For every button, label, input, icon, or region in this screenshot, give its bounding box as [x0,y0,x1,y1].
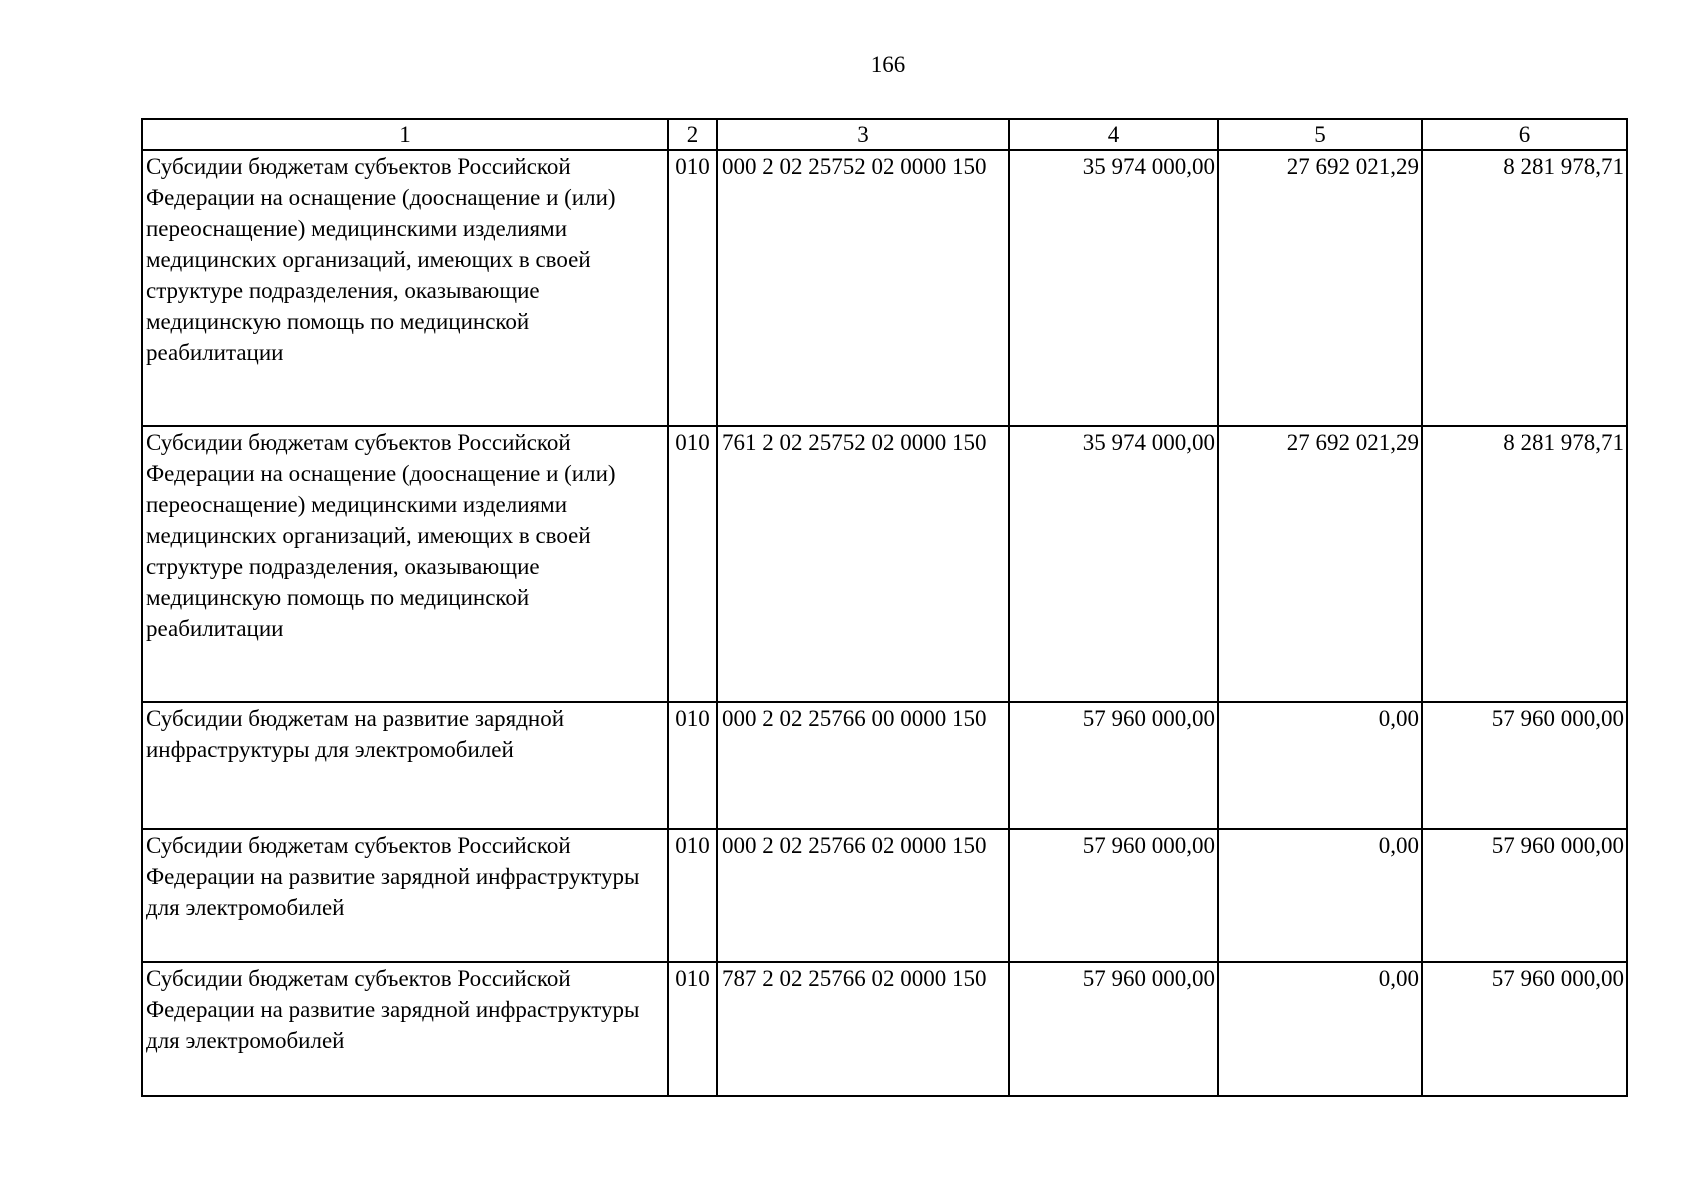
table-row [142,426,1627,702]
row-unexecuted-amount: 57 960 000,00 [1422,829,1627,962]
page-number: 166 [870,52,906,77]
row-executed-amount: 27 692 021,29 [1218,426,1422,702]
row-budget-classification-code: 000 2 02 25766 00 0000 150 [717,702,1009,829]
column-header-4: 4 [1009,119,1218,150]
row-budget-classification-code: 761 2 02 25752 02 0000 150 [717,426,1009,702]
row-name: Субсидии бюджетам субъектов Российской Федерации на развитие зарядной инфраструктуры для электромобилей [142,829,668,962]
row-name: Субсидии бюджетам на развитие зарядной инфраструктуры для электромобилей [142,702,668,829]
row-executed-amount: 27 692 021,29 [1218,150,1422,426]
row-approved-amount: 35 974 000,00 [1009,426,1218,702]
table-row [142,150,1627,426]
row-unexecuted-amount: 8 281 978,71 [1422,426,1627,702]
column-header-1: 1 [142,119,668,150]
row-name: Субсидии бюджетам субъектов Российской Федерации на оснащение (дооснащение и (или) переоснащение) медицинскими изделиями медицинских организаций, имеющих в своей структуре подразделения, оказывающие медицинскую помощь по медицинской реабилитации [142,150,668,426]
row-unexecuted-amount: 57 960 000,00 [1422,962,1627,1096]
row-approved-amount: 57 960 000,00 [1009,829,1218,962]
column-header-5: 5 [1218,119,1422,150]
table-row [142,962,1627,1096]
column-header-6: 6 [1422,119,1627,150]
column-header-3: 3 [717,119,1009,150]
column-header-2: 2 [668,119,717,150]
row-approved-amount: 57 960 000,00 [1009,702,1218,829]
budget-execution-table [141,118,1628,1097]
table-row [142,829,1627,962]
row-approved-amount: 35 974 000,00 [1009,150,1218,426]
row-executed-amount: 0,00 [1218,702,1422,829]
row-budget-classification-code: 000 2 02 25752 02 0000 150 [717,150,1009,426]
row-name: Субсидии бюджетам субъектов Российской Федерации на оснащение (дооснащение и (или) переоснащение) медицинскими изделиями медицинских организаций, имеющих в своей структуре подразделения, оказывающие медицинскую помощь по медицинской реабилитации [142,426,668,702]
row-executed-amount: 0,00 [1218,962,1422,1096]
row-approved-amount: 57 960 000,00 [1009,962,1218,1096]
table-row [142,702,1627,829]
row-unexecuted-amount: 8 281 978,71 [1422,150,1627,426]
row-line-code: 010 [668,702,717,829]
row-budget-classification-code: 787 2 02 25766 02 0000 150 [717,962,1009,1096]
row-line-code: 010 [668,962,717,1096]
row-line-code: 010 [668,426,717,702]
row-unexecuted-amount: 57 960 000,00 [1422,702,1627,829]
row-budget-classification-code: 000 2 02 25766 02 0000 150 [717,829,1009,962]
row-executed-amount: 0,00 [1218,829,1422,962]
row-line-code: 010 [668,829,717,962]
row-line-code: 010 [668,150,717,426]
row-name: Субсидии бюджетам субъектов Российской Федерации на развитие зарядной инфраструктуры для электромобилей [142,962,668,1096]
table-header-row [142,119,1627,150]
